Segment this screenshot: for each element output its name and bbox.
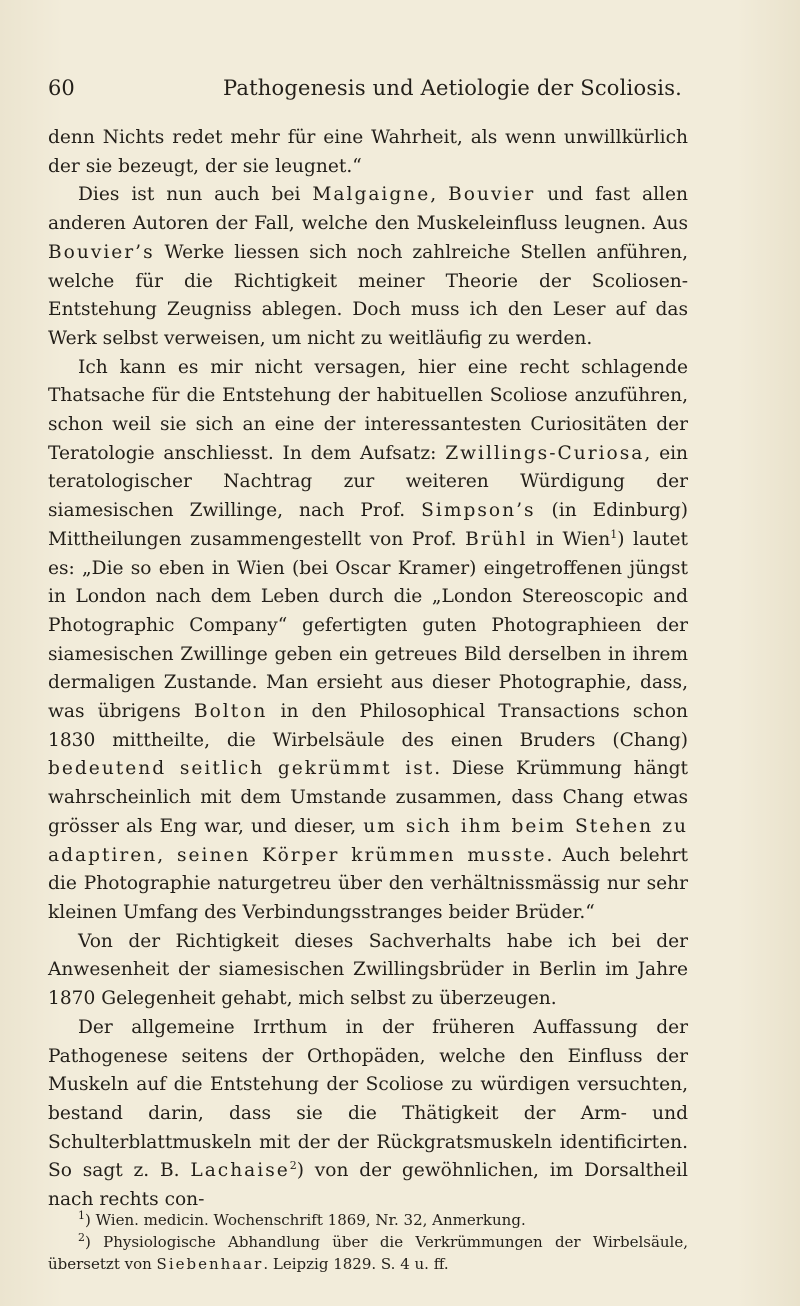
author-name: Malgaigne xyxy=(312,184,431,206)
author-name: Lachaise xyxy=(190,1160,290,1182)
author-name: Bouvier xyxy=(448,184,536,206)
text-run: Von der Richtigkeit dieses Sachverhalts habe ich bei der Anwesenheit der siamesischen Zwillingsbrüder in Berlin im Jahre 1870 Gelegenheit gehabt, mich selbst zu überzeugen. xyxy=(48,930,688,1010)
footnote-text: ) Wien. medicin. Wochenschrift 1869, Nr. 32, Anmerkung. xyxy=(85,1211,526,1229)
text-run: . Auch belehrt die Photographie naturgetreu über den verhältnissmässig nur sehr kleinen Umfang des Verbindungsstranges beider Brüder.“ xyxy=(48,844,688,923)
footnote-2 xyxy=(48,1231,688,1275)
footnote-mark: 2 xyxy=(78,1231,85,1244)
text-run: , ein teratologischer Nachtrag zur weiteren Würdigung der siamesischen Zwillinge, nach Prof. xyxy=(48,442,688,522)
footnote-text: . Leipzig 1829. S. 4 u. ff. xyxy=(263,1255,449,1273)
page-header xyxy=(48,76,688,106)
text-run: ) lautet es: „Die so eben in Wien (bei Oscar Kramer) eingetroffenen jüngst in London nach dem Leben durch die „London Stereoscopic and Photographic Company“ gefertigten guten Photographieen der siamesischen Zwillinge geben ein getreues Bild derselben in ihrem dermaligen Zustande. Man ersieht aus dieser Photographie, dass, was übrigens xyxy=(48,528,688,723)
footnote-text: ) Physiologische Abhandlung über die Verkrümmungen der Wirbelsäule, übersetzt von xyxy=(48,1233,688,1273)
author-name: Bolton xyxy=(193,701,268,723)
text-run: ) von der gewöhnlichen, im Dorsaltheil nach rechts con- xyxy=(48,1160,688,1211)
text-run: denn Nichts redet mehr für eine Wahrheit, als wenn unwillkürlich der sie bezeugt, der sie leugnet.“ xyxy=(48,127,688,177)
text-run: . Diese Krümmung hängt wahrscheinlich mit dem Umstande zusammen, dass Chang etwas grösser als Eng war, und dieser, xyxy=(48,758,688,837)
text-run: in Wien xyxy=(527,528,611,550)
footnote-ref-1[interactable]: 1 xyxy=(610,527,618,541)
author-name: Bouvier’s xyxy=(48,241,155,263)
paragraph-2 xyxy=(48,181,688,353)
text-run: Dies ist nun auch bei xyxy=(78,184,313,206)
article-title: Zwillings-Curiosa xyxy=(445,442,645,464)
emphasis-text: um sich ihm beim Stehen zu adaptiren, seinen Körper krümmen musste xyxy=(48,815,689,866)
text-run: und fast allen anderen Autoren der Fall, welche den Muskeleinfluss leugnen. Aus xyxy=(48,184,688,235)
author-name: Brühl xyxy=(465,528,528,550)
emphasis-text: bedeutend seitlich gekrümmt ist xyxy=(48,758,435,780)
text-run: Ich kann es mir nicht versagen, hier eine recht schlagende Thatsache für die Entstehung der habituellen Scoliose anzuführen, schon weil sie sich an eine der interessantesten Curiositäten der Teratologie anschliesst. In dem Aufsatz: xyxy=(48,356,688,464)
paragraph-5 xyxy=(48,1014,688,1215)
paragraph-4 xyxy=(48,928,688,1014)
text-run: Der allgemeine Irrthum in der früheren Auffassung der Pathogenese seitens der Orthopäden, welche den Einfluss der Muskeln auf die Entstehung der Scoliose zu würdigen versuchten, bestand darin, dass sie die Thätigkeit der Arm- und Schulterblattmuskeln mit der der Rückgratsmuskeln identificirten. So sagt z. B. xyxy=(48,1016,688,1182)
text-run: in den Philosophical Transactions schon 1830 mittheilte, die Wirbelsäule des einen Bruders (Chang) xyxy=(48,701,689,751)
author-name: Siebenhaar xyxy=(156,1255,264,1273)
body-text xyxy=(48,124,688,1215)
text-run: Werke liessen sich noch zahlreiche Stellen anführen, welche für die Richtigkeit meiner Theorie der Scoliosen-Entstehung Zeugniss ablegen. Doch muss ich den Leser auf das Werk selbst verweisen, um nicht zu weitläufig zu werden. xyxy=(48,241,688,349)
text-run: (in Edinburg) Mittheilungen zusammengestellt von Prof. xyxy=(48,500,688,550)
running-head: Pathogenesis und Aetiologie der Scoliosis. xyxy=(223,76,683,100)
text-run: , xyxy=(430,184,449,206)
footnote-mark: 1 xyxy=(78,1209,85,1222)
footnotes xyxy=(48,1209,688,1275)
paragraph-3 xyxy=(48,354,688,928)
paragraph-1 xyxy=(48,124,688,181)
footnote-ref-2[interactable]: 2 xyxy=(289,1159,297,1173)
footnote-1 xyxy=(48,1209,688,1231)
author-name: Simpson’s xyxy=(421,500,536,522)
page-number: 60 xyxy=(48,76,75,100)
